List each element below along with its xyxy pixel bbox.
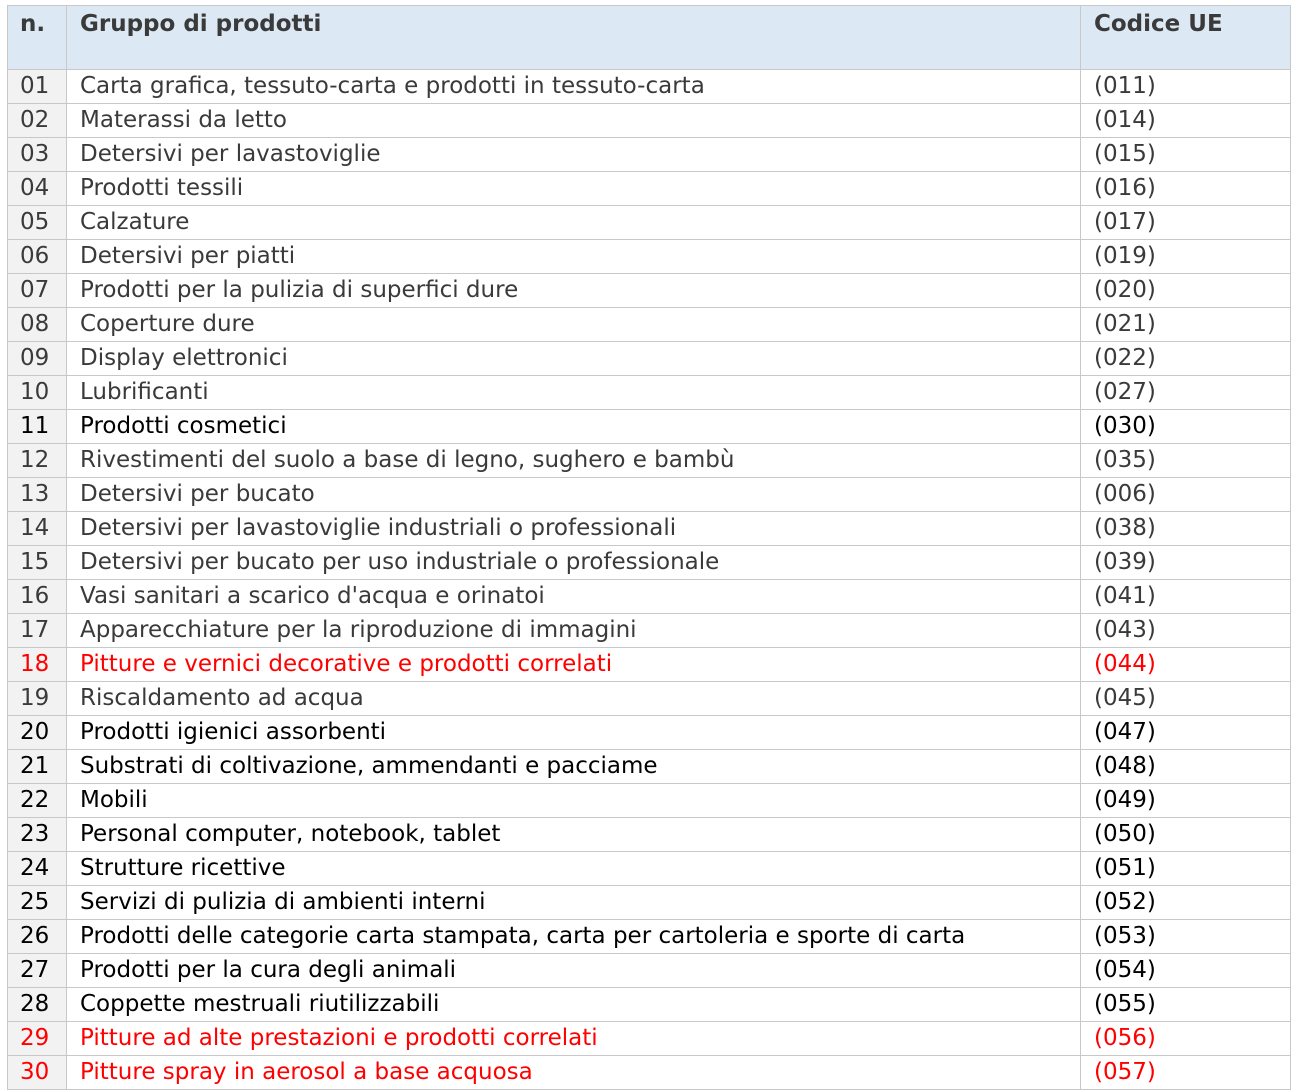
eu-code: (049) <box>1081 784 1291 818</box>
eu-code: (041) <box>1081 580 1291 614</box>
table-row <box>8 920 1291 954</box>
table-row <box>8 138 1291 172</box>
row-number: 17 <box>8 614 67 648</box>
row-number: 18 <box>8 648 67 682</box>
table-row <box>8 274 1291 308</box>
row-number: 12 <box>8 444 67 478</box>
row-number: 30 <box>8 1056 67 1090</box>
product-group-name: Lubrificanti <box>67 376 1081 410</box>
table-row <box>8 988 1291 1022</box>
table-row <box>8 308 1291 342</box>
eu-code: (016) <box>1081 172 1291 206</box>
table-row <box>8 682 1291 716</box>
eu-code: (053) <box>1081 920 1291 954</box>
eu-code: (057) <box>1081 1056 1291 1090</box>
product-group-name: Detersivi per piatti <box>67 240 1081 274</box>
product-group-name: Calzature <box>67 206 1081 240</box>
table-row <box>8 954 1291 988</box>
table-row <box>8 1056 1291 1090</box>
row-number: 06 <box>8 240 67 274</box>
table-row <box>8 70 1291 104</box>
table-row <box>8 376 1291 410</box>
eu-code: (047) <box>1081 716 1291 750</box>
eu-code: (019) <box>1081 240 1291 274</box>
eu-code: (015) <box>1081 138 1291 172</box>
eu-code: (038) <box>1081 512 1291 546</box>
row-number: 15 <box>8 546 67 580</box>
row-number: 08 <box>8 308 67 342</box>
table-row <box>8 784 1291 818</box>
row-number: 28 <box>8 988 67 1022</box>
product-group-name: Servizi di pulizia di ambienti interni <box>67 886 1081 920</box>
product-group-name: Prodotti cosmetici <box>67 410 1081 444</box>
table-row <box>8 716 1291 750</box>
product-group-name: Apparecchiature per la riproduzione di immagini <box>67 614 1081 648</box>
table-row <box>8 410 1291 444</box>
row-number: 03 <box>8 138 67 172</box>
eu-code: (043) <box>1081 614 1291 648</box>
eu-code: (055) <box>1081 988 1291 1022</box>
eu-code: (045) <box>1081 682 1291 716</box>
table-row <box>8 852 1291 886</box>
product-group-name: Prodotti per la cura degli animali <box>67 954 1081 988</box>
row-number: 07 <box>8 274 67 308</box>
table-row <box>8 886 1291 920</box>
product-group-name: Mobili <box>67 784 1081 818</box>
row-number: 04 <box>8 172 67 206</box>
eu-code: (051) <box>1081 852 1291 886</box>
row-number: 25 <box>8 886 67 920</box>
table-row <box>8 818 1291 852</box>
product-group-name: Materassi da letto <box>67 104 1081 138</box>
eu-code: (054) <box>1081 954 1291 988</box>
table-row <box>8 444 1291 478</box>
row-number: 13 <box>8 478 67 512</box>
table-row <box>8 614 1291 648</box>
table-row <box>8 648 1291 682</box>
product-group-name: Prodotti igienici assorbenti <box>67 716 1081 750</box>
product-group-name: Pitture e vernici decorative e prodotti correlati <box>67 648 1081 682</box>
product-group-name: Coperture dure <box>67 308 1081 342</box>
row-number: 23 <box>8 818 67 852</box>
product-group-name: Strutture ricettive <box>67 852 1081 886</box>
table-row <box>8 104 1291 138</box>
row-number: 01 <box>8 70 67 104</box>
product-group-name: Substrati di coltivazione, ammendanti e pacciame <box>67 750 1081 784</box>
table-row <box>8 546 1291 580</box>
product-group-name: Carta grafica, tessuto-carta e prodotti in tessuto-carta <box>67 70 1081 104</box>
table-row <box>8 342 1291 376</box>
header-product-group: Gruppo di prodotti <box>67 6 1081 70</box>
product-group-name: Prodotti per la pulizia di superfici dure <box>67 274 1081 308</box>
product-group-name: Display elettronici <box>67 342 1081 376</box>
eu-code: (014) <box>1081 104 1291 138</box>
eu-code: (044) <box>1081 648 1291 682</box>
header-eu-code: Codice UE <box>1081 6 1291 70</box>
table-row <box>8 512 1291 546</box>
table-row <box>8 750 1291 784</box>
row-number: 05 <box>8 206 67 240</box>
table-row <box>8 172 1291 206</box>
table-row <box>8 580 1291 614</box>
row-number: 11 <box>8 410 67 444</box>
header-number: n. <box>8 6 67 70</box>
product-group-name: Pitture spray in aerosol a base acquosa <box>67 1056 1081 1090</box>
row-number: 26 <box>8 920 67 954</box>
product-group-name: Prodotti tessili <box>67 172 1081 206</box>
product-group-name: Vasi sanitari a scarico d'acqua e orinatoi <box>67 580 1081 614</box>
row-number: 24 <box>8 852 67 886</box>
eu-code: (006) <box>1081 478 1291 512</box>
eu-code: (022) <box>1081 342 1291 376</box>
eu-code: (050) <box>1081 818 1291 852</box>
table-row <box>8 478 1291 512</box>
eu-code: (048) <box>1081 750 1291 784</box>
eu-code: (020) <box>1081 274 1291 308</box>
product-group-name: Prodotti delle categorie carta stampata, carta per cartoleria e sporte di carta <box>67 920 1081 954</box>
table-row <box>8 240 1291 274</box>
table-row <box>8 206 1291 240</box>
row-number: 02 <box>8 104 67 138</box>
product-group-name: Detersivi per bucato per uso industriale o professionale <box>67 546 1081 580</box>
row-number: 21 <box>8 750 67 784</box>
eu-code: (030) <box>1081 410 1291 444</box>
eu-code: (056) <box>1081 1022 1291 1056</box>
product-groups-table <box>7 5 1291 1090</box>
product-group-name: Detersivi per bucato <box>67 478 1081 512</box>
row-number: 14 <box>8 512 67 546</box>
row-number: 27 <box>8 954 67 988</box>
product-group-name: Pitture ad alte prestazioni e prodotti correlati <box>67 1022 1081 1056</box>
eu-code: (039) <box>1081 546 1291 580</box>
row-number: 22 <box>8 784 67 818</box>
header-row <box>8 6 1291 70</box>
row-number: 19 <box>8 682 67 716</box>
eu-code: (011) <box>1081 70 1291 104</box>
product-group-name: Detersivi per lavastoviglie industriali o professionali <box>67 512 1081 546</box>
table-body <box>8 70 1291 1090</box>
row-number: 09 <box>8 342 67 376</box>
product-group-name: Rivestimenti del suolo a base di legno, sughero e bambù <box>67 444 1081 478</box>
eu-code: (021) <box>1081 308 1291 342</box>
eu-code: (017) <box>1081 206 1291 240</box>
eu-code: (035) <box>1081 444 1291 478</box>
row-number: 10 <box>8 376 67 410</box>
row-number: 20 <box>8 716 67 750</box>
row-number: 29 <box>8 1022 67 1056</box>
product-group-name: Coppette mestruali riutilizzabili <box>67 988 1081 1022</box>
product-group-name: Detersivi per lavastoviglie <box>67 138 1081 172</box>
table-row <box>8 1022 1291 1056</box>
product-group-name: Personal computer, notebook, tablet <box>67 818 1081 852</box>
table-header <box>8 6 1291 70</box>
eu-code: (052) <box>1081 886 1291 920</box>
product-group-name: Riscaldamento ad acqua <box>67 682 1081 716</box>
eu-code: (027) <box>1081 376 1291 410</box>
row-number: 16 <box>8 580 67 614</box>
